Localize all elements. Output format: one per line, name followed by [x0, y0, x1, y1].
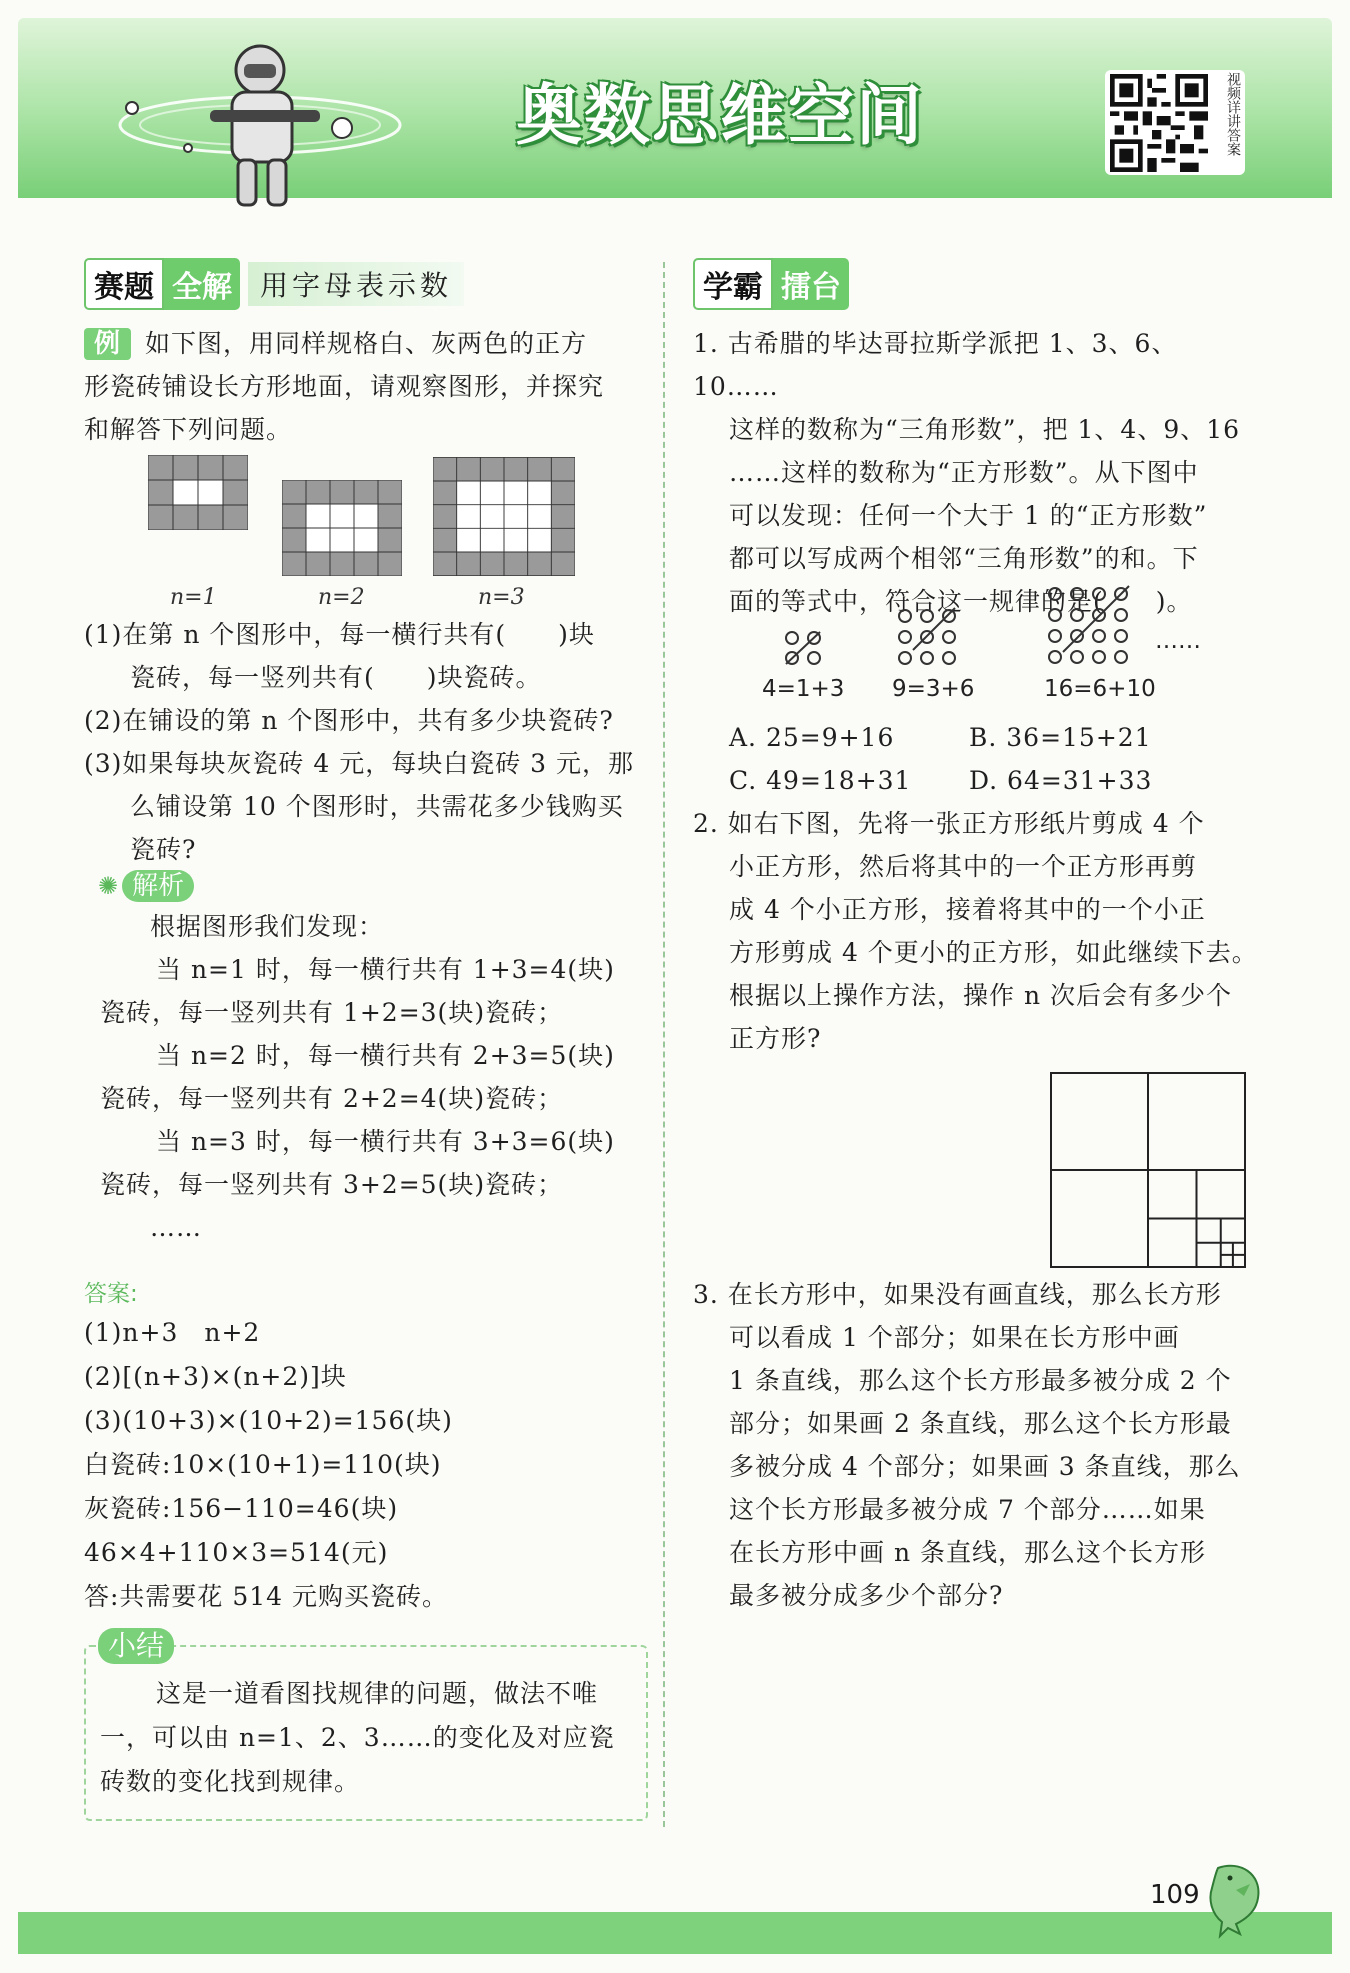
analysis-line: 瓷砖，每一竖列共有 1+2=3(块)瓷砖； — [100, 998, 564, 1027]
summary-heading — [98, 1628, 174, 1664]
answer-tag: 答案: — [84, 1281, 138, 1307]
column-divider — [663, 262, 665, 1827]
question-line: 在长方形中画 n 条直线，那么这个长方形 — [729, 1538, 1206, 1567]
analysis-line: …… — [150, 1213, 202, 1242]
question-line: (2)在铺设的第 n 个图形中，共有多少块瓷砖? — [84, 706, 614, 735]
answer-line: 46×4+110×3=514(元) — [84, 1538, 389, 1567]
figure-label: n=1 — [170, 585, 217, 610]
figure-label: n=3 — [478, 585, 525, 610]
question-line: 3. 在长方形中，如果没有画直线，那么长方形 — [693, 1280, 1222, 1309]
dot-caption: 9=3+6 — [892, 676, 975, 702]
question-line: 成 4 个小正方形，接着将其中的一个小正 — [729, 895, 1206, 924]
question-line: 根据以上操作方法，操作 n 次后会有多少个 — [729, 981, 1232, 1010]
analysis-line: 当 n=2 时，每一横行共有 2+3=5(块) — [156, 1041, 615, 1070]
section-label-2: 全解 — [164, 258, 240, 310]
option-c[interactable]: C. 49=18+31 — [729, 766, 912, 795]
qr-label: 视频详讲答案 — [1225, 72, 1241, 156]
square-division-figure — [1050, 1072, 1246, 1268]
option-b[interactable]: B. 36=15+21 — [969, 723, 1152, 752]
example-questions — [84, 613, 654, 871]
analysis-tag: 解析 — [122, 870, 194, 902]
question-line: 最多被分成多少个部分? — [729, 1581, 1004, 1610]
dot-figure-16 — [1045, 584, 1131, 668]
answer-line: 答:共需要花 514 元购买瓷砖。 — [84, 1582, 449, 1611]
dot-caption: 16=6+10 — [1044, 676, 1156, 702]
dolphin-icon — [1200, 1860, 1270, 1940]
section-header-right — [693, 262, 849, 306]
question-line: 正方形? — [729, 1024, 822, 1053]
question-line: (3)如果每块灰瓷砖 4 元，每块白瓷砖 3 元，那 — [84, 749, 635, 778]
question-line: 2. 如右下图，先将一张正方形纸片剪成 4 个 — [693, 809, 1205, 838]
question-line: 么铺设第 10 个图形时，共需花多少钱购买 — [130, 792, 624, 821]
question-line: 面的等式中，符合这一规律的是( )。 — [729, 587, 1193, 616]
question-line: 小正方形，然后将其中的一个正方形再剪 — [729, 852, 1198, 881]
section-label-1: 学霸 — [693, 258, 773, 310]
tile-figure-n3 — [433, 457, 575, 576]
question-line: 都可以写成两个相邻“三角形数”的和。下 — [729, 544, 1199, 573]
example-tag: 例 — [84, 328, 131, 360]
analysis-line: 当 n=1 时，每一横行共有 1+3=4(块) — [156, 955, 615, 984]
question-line: 可以看成 1 个部分；如果在长方形中画 — [729, 1323, 1180, 1352]
answer-line: (1)n+3 n+2 — [84, 1318, 261, 1347]
footer-bar — [18, 1912, 1332, 1954]
summary-line: 砖数的变化找到规律。 — [100, 1767, 361, 1796]
analysis-text — [100, 905, 660, 1249]
question-line: 瓷砖，每一竖列共有( )块瓷砖。 — [130, 663, 542, 692]
dot-caption: 4=1+3 — [762, 676, 845, 702]
question-line: 可以发现：任何一个大于 1 的“正方形数” — [729, 501, 1208, 530]
summary-line: 这是一道看图找规律的问题，做法不唯 — [156, 1679, 599, 1708]
summary-tag: 小结 — [98, 1628, 174, 1664]
example-line: 形瓷砖铺设长方形地面，请观察图形，并探究 — [84, 372, 605, 401]
question-line: 多被分成 4 个部分；如果画 3 条直线，那么 — [729, 1452, 1241, 1481]
question-line: (1)在第 n 个图形中，每一横行共有( )块 — [84, 620, 595, 649]
lightbulb-icon: ✺ — [98, 872, 119, 900]
dot-figure-4 — [782, 628, 826, 668]
section-header-left — [84, 262, 464, 306]
question-line: ……这样的数称为“正方形数”。从下图中 — [729, 458, 1199, 487]
question-1 — [693, 322, 1253, 623]
dot-figure-9 — [895, 606, 959, 668]
astronaut-illustration — [110, 30, 450, 220]
example-text — [84, 322, 644, 451]
answer-text — [84, 1311, 644, 1619]
section-label-1: 赛题 — [84, 258, 164, 310]
question-line: 瓷砖? — [130, 835, 197, 864]
analysis-line: 瓷砖，每一竖列共有 2+2=4(块)瓷砖； — [100, 1084, 564, 1113]
section-label-2: 擂台 — [773, 258, 849, 310]
question-line: 方形剪成 4 个更小的正方形，如此继续下去。 — [729, 938, 1258, 967]
question-1-options — [729, 716, 1259, 802]
answer-line: 白瓷砖:10×(10+1)=110(块) — [84, 1450, 442, 1479]
analysis-line: 当 n=3 时，每一横行共有 3+3=6(块) — [156, 1127, 615, 1156]
answer-line: 灰瓷砖:156−110=46(块) — [84, 1494, 399, 1523]
option-d[interactable]: D. 64=31+33 — [969, 766, 1153, 795]
question-line: 这个长方形最多被分成 7 个部分……如果 — [729, 1495, 1206, 1524]
answer-line: (3)(10+3)×(10+2)=156(块) — [84, 1406, 453, 1435]
tile-figure-n1 — [148, 455, 248, 530]
analysis-line: 根据图形我们发现： — [150, 912, 385, 941]
question-line: 这样的数称为“三角形数”，把 1、4、9、16 — [729, 415, 1241, 444]
section-topic: 用字母表示数 — [248, 262, 464, 306]
question-line: 1. 古希腊的毕达哥拉斯学派把 1、3、6、10…… — [693, 329, 1178, 401]
question-2 — [693, 802, 1273, 1060]
dot-ellipsis: …… — [1155, 628, 1201, 654]
analysis-heading — [98, 870, 194, 902]
figure-label: n=2 — [318, 585, 365, 610]
banner-title: 奥数思维空间 — [516, 77, 924, 154]
example-line: 和解答下列问题。 — [84, 415, 293, 444]
summary-line: 一，可以由 n=1、2、3……的变化及对应瓷 — [100, 1723, 615, 1752]
tile-figure-n2 — [282, 480, 402, 576]
question-line: 部分；如果画 2 条直线，那么这个长方形最 — [729, 1409, 1232, 1438]
qr-code-icon[interactable] — [1110, 74, 1208, 172]
answer-line: (2)[(n+3)×(n+2)]块 — [84, 1362, 347, 1391]
example-line: 如下图，用同样规格白、灰两色的正方 — [145, 329, 588, 358]
question-line: 1 条直线，那么这个长方形最多被分成 2 个 — [729, 1366, 1232, 1395]
question-3 — [693, 1273, 1273, 1617]
analysis-line: 瓷砖，每一竖列共有 3+2=5(块)瓷砖； — [100, 1170, 564, 1199]
page-number: 109 — [1150, 1880, 1200, 1910]
option-a[interactable]: A. 25=9+16 — [729, 723, 895, 752]
summary-text — [100, 1672, 640, 1804]
